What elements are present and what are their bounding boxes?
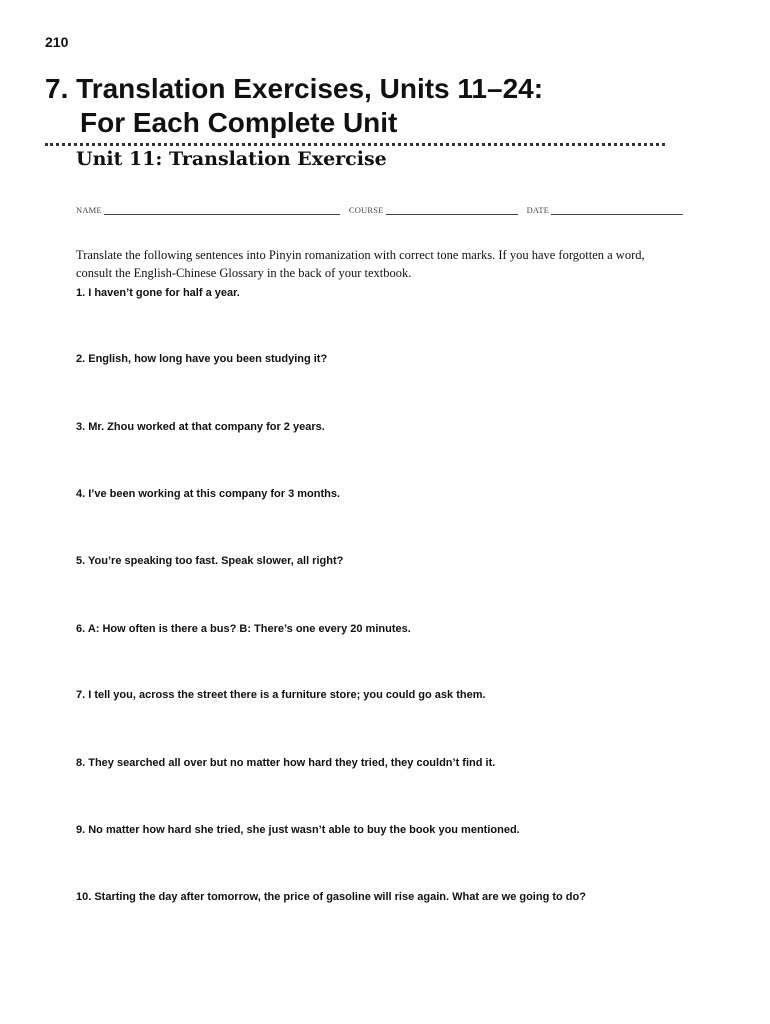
course-field[interactable] (349, 205, 518, 215)
page-number: 210 (45, 34, 69, 50)
exercise-item-9: 9. No matter how hard she tried, she just wasn’t able to buy the book you mentioned. (76, 824, 520, 836)
exercise-item-4: 4. I’ve been working at this company for 3 months. (76, 488, 341, 500)
student-info-fields (76, 205, 656, 215)
chapter-title-line2: For Each Complete Unit (80, 107, 398, 138)
exercise-item-2: 2. English, how long have you been studying it? (76, 353, 328, 365)
exercise-item-10: 10. Starting the day after tomorrow, the price of gasoline will rise again. What are we going to do? (76, 891, 586, 903)
exercise-item-3: 3. Mr. Zhou worked at that company for 2 years. (76, 421, 325, 433)
unit-title: Unit 11: Translation Exercise (76, 148, 387, 170)
date-label: DATE (526, 205, 550, 215)
name-field[interactable] (76, 205, 340, 215)
name-blank-line (104, 206, 340, 215)
exercise-item-7: 7. I tell you, across the street there is a furniture store; you could go ask them. (76, 689, 486, 701)
date-field[interactable] (527, 205, 684, 215)
date-blank-line (551, 206, 683, 215)
instructions-text: Translate the following sentences into Pinyin romanization with correct tone marks. If you have forgotten a word, consult the English-Chinese Glossary in the back of your textbook. (76, 248, 645, 280)
chapter-title-line1: 7. Translation Exercises, Units 11–24: (45, 73, 544, 104)
dotted-divider (45, 143, 665, 146)
name-label: NAME (76, 205, 102, 215)
exercise-item-5: 5. You’re speaking too fast. Speak slower, all right? (76, 555, 344, 567)
course-label: COURSE (348, 205, 384, 215)
chapter-title (45, 72, 725, 140)
exercise-item-6: 6. A: How often is there a bus? B: There’s one every 20 minutes. (76, 623, 411, 635)
exercise-item-8: 8. They searched all over but no matter how hard they tried, they couldn’t find it. (76, 757, 496, 769)
exercise-item-1: 1. I haven’t gone for half a year. (76, 287, 240, 299)
course-blank-line (386, 206, 518, 215)
